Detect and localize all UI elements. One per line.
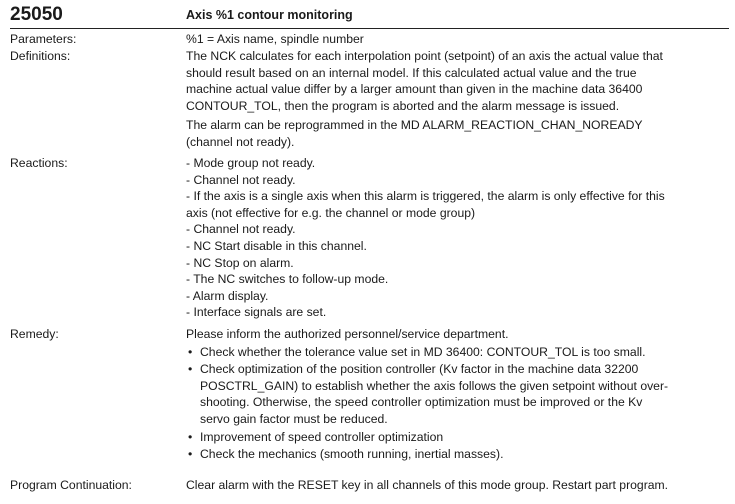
- remedy-intro: Please inform the authorized personnel/service department.: [186, 327, 509, 341]
- alarm-header: [10, 2, 729, 28]
- parameters-value: [186, 31, 729, 48]
- remedy-bullet: [186, 429, 729, 446]
- bullet-icon: •: [188, 362, 193, 377]
- header-divider: [10, 28, 729, 29]
- remedy-bullet: [186, 344, 729, 361]
- parameters-text: %1 = Axis name, spindle number: [186, 32, 364, 46]
- reactions-line: - Channel not ready.: [186, 172, 296, 187]
- definitions-line: CONTOUR_TOL, then the program is aborted and the alarm message is issued.: [186, 98, 620, 113]
- reactions-line: - Mode group not ready.: [186, 156, 316, 170]
- reactions-line: - Channel not ready.: [186, 222, 296, 237]
- alarm-title: Axis %1 contour monitoring: [186, 8, 353, 22]
- definitions-line: machine actual value differ by a larger amount than given in the machine data 36400: [186, 82, 643, 97]
- program-continuation-text: Clear alarm with the RESET key in all channels of this mode group. Restart part program.: [186, 478, 669, 492]
- program-continuation-value: [186, 477, 729, 494]
- remedy-bullet-text: shooting. Otherwise, the speed controller optimization must be improved or the Kv: [200, 395, 643, 410]
- remedy-bullet-text: Check optimization of the position controller (Kv factor in the machine data 32200: [200, 362, 639, 377]
- reactions-line: - NC Start disable in this channel.: [186, 238, 367, 253]
- definitions-value: [186, 48, 729, 151]
- remedy-bullet: [186, 361, 729, 427]
- reactions-label: Reactions:: [10, 156, 68, 170]
- reactions-line: - Interface signals are set.: [186, 305, 327, 320]
- definitions-line: should result based on an internal model. If this calculated actual value and the true: [186, 65, 637, 80]
- remedy-bullet-text: POSCTRL_GAIN) to establish whether the axis follows the given setpoint without over-: [200, 378, 669, 393]
- reactions-line: - The NC switches to follow-up mode.: [186, 272, 389, 287]
- reactions-line: - NC Stop on alarm.: [186, 255, 294, 270]
- definitions-line: The alarm can be reprogrammed in the MD ALARM_REACTION_CHAN_NOREADY: [186, 118, 643, 133]
- remedy-bullet-text: Check the mechanics (smooth running, inertial masses).: [200, 447, 504, 462]
- definitions-label: Definitions:: [10, 49, 71, 63]
- remedy-label: Remedy:: [10, 327, 59, 341]
- bullet-icon: •: [188, 429, 193, 444]
- reactions-value: [186, 155, 729, 321]
- remedy-bullet-text: Check whether the tolerance value set in MD 36400: CONTOUR_TOL is too small.: [200, 344, 646, 359]
- definitions-line: (channel not ready).: [186, 134, 295, 149]
- program-continuation-label: Program Continuation:: [10, 478, 132, 492]
- alarm-number: 25050: [10, 4, 63, 25]
- remedy-bullet-text: Improvement of speed controller optimization: [200, 429, 444, 444]
- reactions-line: axis (not effective for e.g. the channel or mode group): [186, 205, 476, 220]
- bullet-icon: •: [188, 344, 193, 359]
- reactions-line: - Alarm display.: [186, 288, 269, 303]
- bullet-icon: •: [188, 447, 193, 462]
- remedy-bullet: [186, 446, 729, 463]
- definitions-line: The NCK calculates for each interpolation point (setpoint) of an axis the actual value that: [186, 49, 663, 63]
- remedy-bullet-text: servo gain factor must be reduced.: [200, 411, 388, 426]
- reactions-line: - If the axis is a single axis when this alarm is triggered, the alarm is only effective for this: [186, 189, 665, 204]
- remedy-value: [186, 326, 729, 463]
- parameters-label: Parameters:: [10, 32, 77, 46]
